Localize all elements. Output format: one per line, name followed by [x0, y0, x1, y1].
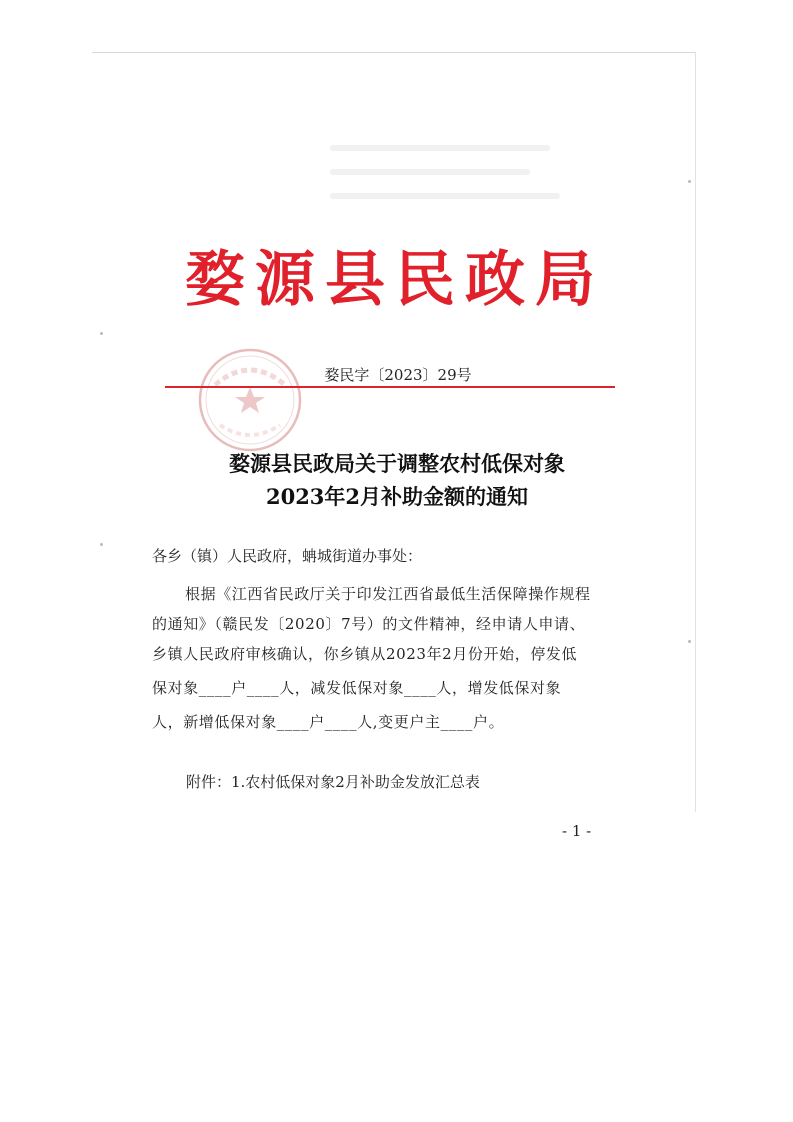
scan-speck: [688, 640, 691, 643]
body-paragraph-line-5: 人，新增低保对象____户____人,变更户主____户。: [152, 713, 505, 731]
body-paragraph-line-4: 保对象____户____人，减发低保对象____人，增发低保对象: [152, 679, 562, 697]
scan-speck: [100, 332, 103, 335]
recipient-line: 各乡（镇）人民政府，蚺城街道办事处：: [152, 547, 423, 565]
page-number: - 1 -: [562, 822, 592, 840]
show-through-ghost: [330, 145, 570, 225]
document-title-line-1: 婺源县民政局关于调整农村低保对象: [229, 451, 565, 476]
scan-speck: [100, 543, 103, 546]
scan-edge-top: [92, 52, 696, 53]
attachment-line: 附件：1.农村低保对象2月补助金发放汇总表: [186, 773, 480, 791]
document-number: 婺民字〔2023〕29号: [324, 366, 472, 384]
body-paragraph-line-1: 根据《江西省民政厅关于印发江西省最低生活保障操作规程: [185, 585, 591, 603]
document-title: [150, 447, 644, 513]
body-paragraph-line-2: 的通知》（赣民发〔2020〕7号）的文件精神，经申请人申请、: [152, 615, 586, 633]
scan-edge-right: [695, 52, 696, 812]
scan-speck: [688, 180, 691, 183]
org-title: 婺源县民政局: [185, 245, 605, 315]
body-paragraph-line-3: 乡镇人民政府审核确认，你乡镇从2023年2月份开始，停发低: [152, 645, 578, 663]
red-divider-rule: [165, 386, 615, 388]
official-seal: [195, 345, 305, 455]
document-title-line-2: 2023年2月补助金额的通知: [265, 484, 529, 509]
